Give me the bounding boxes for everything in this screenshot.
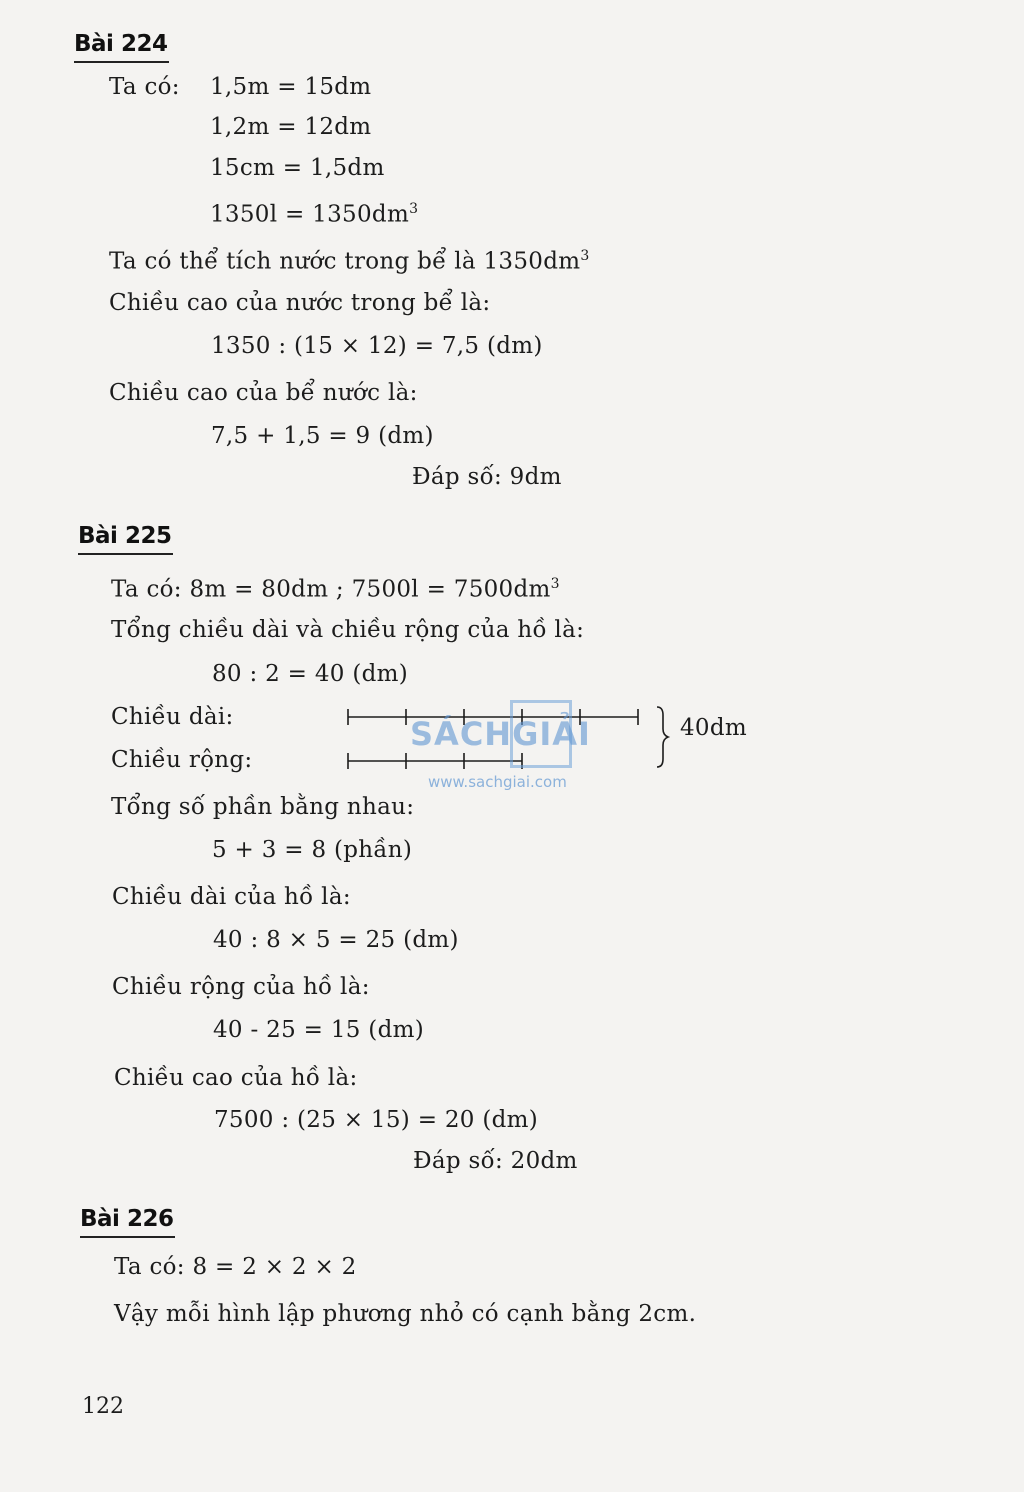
parts-calc: 5 + 3 = 8 (phần)	[212, 837, 413, 863]
sum-calc: 80 : 2 = 40 (dm)	[212, 661, 409, 687]
tank-height-calc: 7,5 + 1,5 = 9 (dm)	[211, 423, 434, 449]
exercise-225-heading: Bài 225	[78, 523, 172, 549]
height-label: Chiều cao của hồ là:	[114, 1065, 358, 1091]
answer-225: Đáp số: 20dm	[413, 1148, 578, 1174]
width-label: Chiều rộng:	[111, 747, 253, 773]
water-height-calc: 1350 : (15 × 12) = 7,5 (dm)	[211, 333, 543, 359]
length-label: Chiều dài:	[111, 704, 234, 730]
watermark-brand: SÁCHGIẢI	[410, 715, 591, 753]
exercise-224-heading: Bài 224	[74, 31, 168, 57]
watermark-url: www.sachgiai.com	[428, 773, 567, 791]
width-segment	[348, 753, 522, 769]
volume-statement: Ta có thể tích nước trong bể là $1350dm^3$	[109, 248, 590, 275]
tank-height-label: Chiều cao của bể nước là:	[109, 380, 418, 406]
conversion-3: 15cm = 1,5dm	[210, 155, 385, 181]
exercise-226-heading: Bài 226	[80, 1206, 174, 1232]
ta-co-225: Ta có: 8m = 80dm ; $7500l = 7500dm^3$	[111, 576, 560, 603]
total-length-label: 40dm	[680, 715, 747, 741]
length-result-calc: 40 : 8 × 5 = 25 (dm)	[213, 927, 459, 953]
exponent: 3	[550, 576, 560, 592]
width-result-label: Chiều rộng của hồ là:	[112, 974, 370, 1000]
conversion-4: $1350l = 1350dm^3$	[210, 201, 419, 228]
length-result-label: Chiều dài của hồ là:	[112, 884, 351, 910]
width-result-calc: 40 - 25 = 15 (dm)	[213, 1017, 424, 1043]
conversion-2: 1,2m = 12dm	[210, 114, 372, 140]
conclusion-226: Vậy mỗi hình lập phương nhỏ có cạnh bằng 2cm.	[114, 1301, 697, 1327]
exponent: 3	[580, 248, 590, 264]
conversion-1: 1,5m = 15dm	[210, 74, 372, 100]
parts-label: Tổng số phần bằng nhau:	[111, 794, 415, 820]
ta-co-label: Ta có:	[109, 74, 180, 100]
curly-brace	[657, 707, 668, 767]
water-height-label: Chiều cao của nước trong bể là:	[109, 290, 491, 316]
exponent: 3	[409, 201, 419, 217]
ta-co-226: Ta có: 8 = 2 × 2 × 2	[114, 1254, 357, 1280]
sum-label: Tổng chiều dài và chiều rộng của hồ là:	[111, 617, 585, 643]
page-number: 122	[82, 1394, 124, 1419]
answer-224: Đáp số: 9dm	[412, 464, 562, 490]
height-calc: 7500 : (25 × 15) = 20 (dm)	[214, 1107, 539, 1133]
